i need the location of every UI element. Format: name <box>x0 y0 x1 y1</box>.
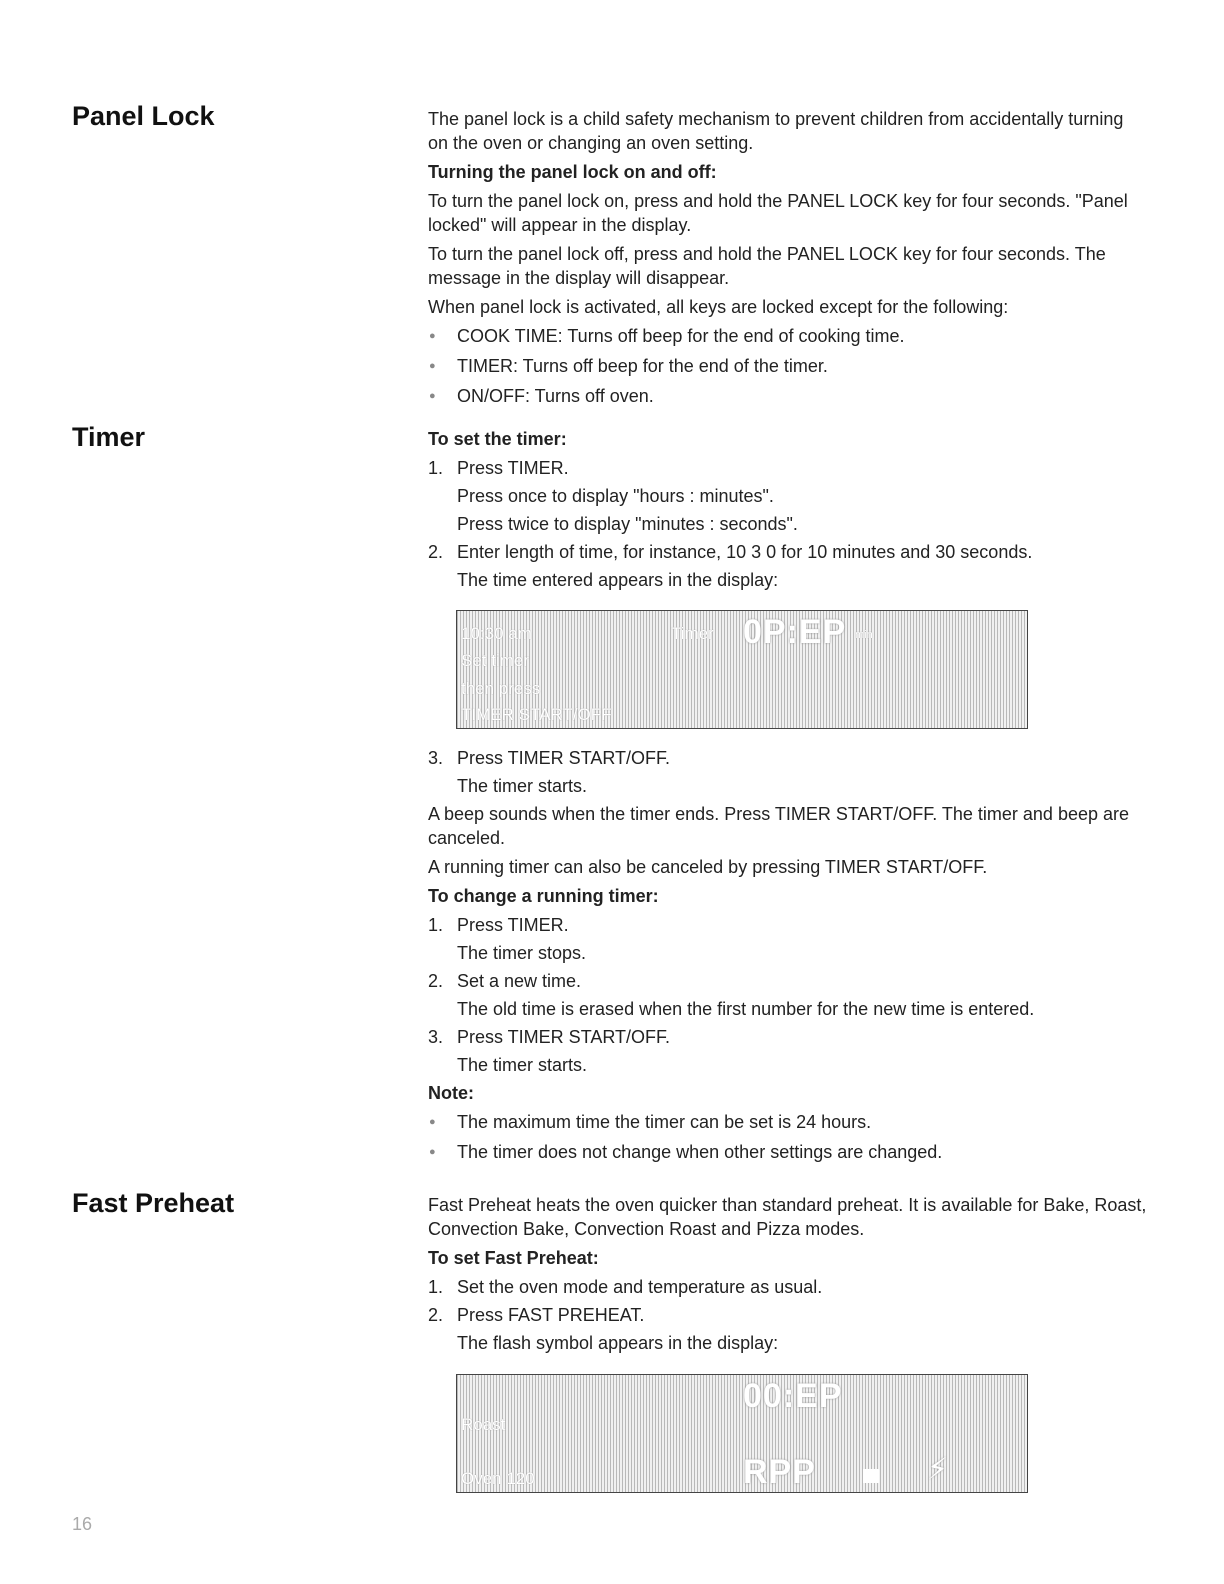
panel-lock-activated-text: When panel lock is activated, all keys are locked except for the following: <box>428 297 1009 317</box>
step-detail: The flash symbol appears in the display: <box>457 1333 779 1353</box>
timer-section <box>428 427 1148 1170</box>
lcd-clock: 10:30 am <box>461 624 532 643</box>
list-item <box>428 384 1148 408</box>
step-detail: Press twice to display "minutes : seconds". <box>457 514 798 534</box>
timer-cancel-text: A running timer can also be canceled by pressing TIMER START/OFF. <box>428 857 988 877</box>
step-text: Press TIMER. <box>457 915 569 935</box>
fast-preheat-subheading: To set Fast Preheat: <box>428 1248 599 1268</box>
fast-preheat-lcd-display <box>456 1374 1028 1493</box>
step-number: 2. <box>428 542 444 562</box>
lcd-unit: min <box>855 629 873 641</box>
panel-lock-subheading: Turning the panel lock on and off: <box>428 162 717 182</box>
list-item <box>428 913 1148 937</box>
bullet-icon: ● <box>429 1146 436 1158</box>
lcd-line-2: Set timer <box>461 651 530 670</box>
list-item-text: The timer does not change when other settings are changed. <box>457 1142 943 1162</box>
list-item <box>428 746 1148 770</box>
step-text: Press TIMER START/OFF. <box>457 1027 671 1047</box>
step-detail: Press once to display "hours : minutes". <box>457 486 774 506</box>
lcd-line-4: Oven 120 <box>461 1469 535 1488</box>
step-detail: The time entered appears in the display: <box>457 570 779 590</box>
list-item <box>428 354 1148 378</box>
panel-lock-intro: The panel lock is a child safety mechanism to prevent children from accidentally turning on the oven or changing an oven setting. <box>428 109 1124 153</box>
panel-lock-off-text: To turn the panel lock off, press and hold the PANEL LOCK key for four seconds. The message in the display will disappear. <box>428 244 1106 288</box>
fast-preheat-intro: Fast Preheat heats the oven quicker than standard preheat. It is available for Bake, Roast, Convection Bake, Convection Roast and Pizza modes. <box>428 1195 1147 1239</box>
section-heading-fast-preheat: Fast Preheat <box>72 1188 235 1218</box>
step-text: Set the oven mode and temperature as usual. <box>457 1277 823 1297</box>
step-detail: The timer stops. <box>457 943 587 963</box>
lcd-line-2: Roast <box>461 1415 506 1434</box>
list-item <box>428 324 1148 348</box>
page-number: 16 <box>72 1514 93 1534</box>
step-number: 3. <box>428 748 444 768</box>
list-item <box>428 540 1148 564</box>
step-number: 1. <box>428 1277 444 1297</box>
timer-beep-text: A beep sounds when the timer ends. Press TIMER START/OFF. The timer and beep are canceled. <box>428 804 1129 848</box>
lcd-line-3: then press <box>461 679 541 698</box>
list-item-text: TIMER: Turns off beep for the end of the timer. <box>457 356 828 376</box>
step-number: 1. <box>428 458 444 478</box>
step-number: 2. <box>428 1305 444 1325</box>
step-text: Enter length of time, for instance, 10 3 0 for 10 minutes and 30 seconds. <box>457 542 1033 562</box>
section-heading-timer: Timer <box>72 422 146 452</box>
list-item-text: COOK TIME: Turns off beep for the end of cooking time. <box>457 326 905 346</box>
list-item-text: The maximum time the timer can be set is 24 hours. <box>457 1112 872 1132</box>
lcd-line-4: TIMER START/OFF <box>461 705 612 724</box>
panel-lock-section <box>428 107 1148 414</box>
step-text: Press FAST PREHEAT. <box>457 1305 645 1325</box>
bullet-icon: ● <box>429 330 436 342</box>
lcd-big-value: 00:EP <box>743 1377 843 1415</box>
step-text: Press TIMER. <box>457 458 569 478</box>
timer-lcd-display <box>456 610 1028 729</box>
lcd-door-icon <box>863 1469 879 1483</box>
lcd-big-value: 0P:EP <box>743 613 847 651</box>
step-number: 1. <box>428 915 444 935</box>
section-heading-panel-lock: Panel Lock <box>72 101 215 131</box>
lcd-timer-label: Timer <box>671 624 714 643</box>
step-number: 3. <box>428 1027 444 1047</box>
step-detail: The timer starts. <box>457 776 588 796</box>
step-detail: The old time is erased when the first number for the new time is entered. <box>457 999 1035 1019</box>
step-text: Press TIMER START/OFF. <box>457 748 671 768</box>
step-detail: The timer starts. <box>457 1055 588 1075</box>
flash-icon: ⚡ <box>927 1453 950 1486</box>
panel-lock-on-text: To turn the panel lock on, press and hold the PANEL LOCK key for four seconds. "Panel locked" will appear in the display. <box>428 191 1128 235</box>
lcd-temp-value: RPP <box>743 1453 816 1491</box>
step-text: Set a new time. <box>457 971 582 991</box>
list-item <box>428 1275 1148 1299</box>
list-item <box>428 1025 1148 1049</box>
bullet-icon: ● <box>429 360 436 372</box>
list-item <box>428 1140 1148 1164</box>
list-item <box>428 456 1148 480</box>
note-label: Note: <box>428 1083 474 1103</box>
timer-set-subheading: To set the timer: <box>428 429 567 449</box>
list-item-text: ON/OFF: Turns off oven. <box>457 386 654 406</box>
list-item <box>428 1303 1148 1327</box>
bullet-icon: ● <box>429 1116 436 1128</box>
list-item <box>428 1110 1148 1134</box>
step-number: 2. <box>428 971 444 991</box>
list-item <box>428 969 1148 993</box>
timer-change-subheading: To change a running timer: <box>428 886 659 906</box>
fast-preheat-section <box>428 1193 1148 1359</box>
bullet-icon: ● <box>429 390 436 402</box>
